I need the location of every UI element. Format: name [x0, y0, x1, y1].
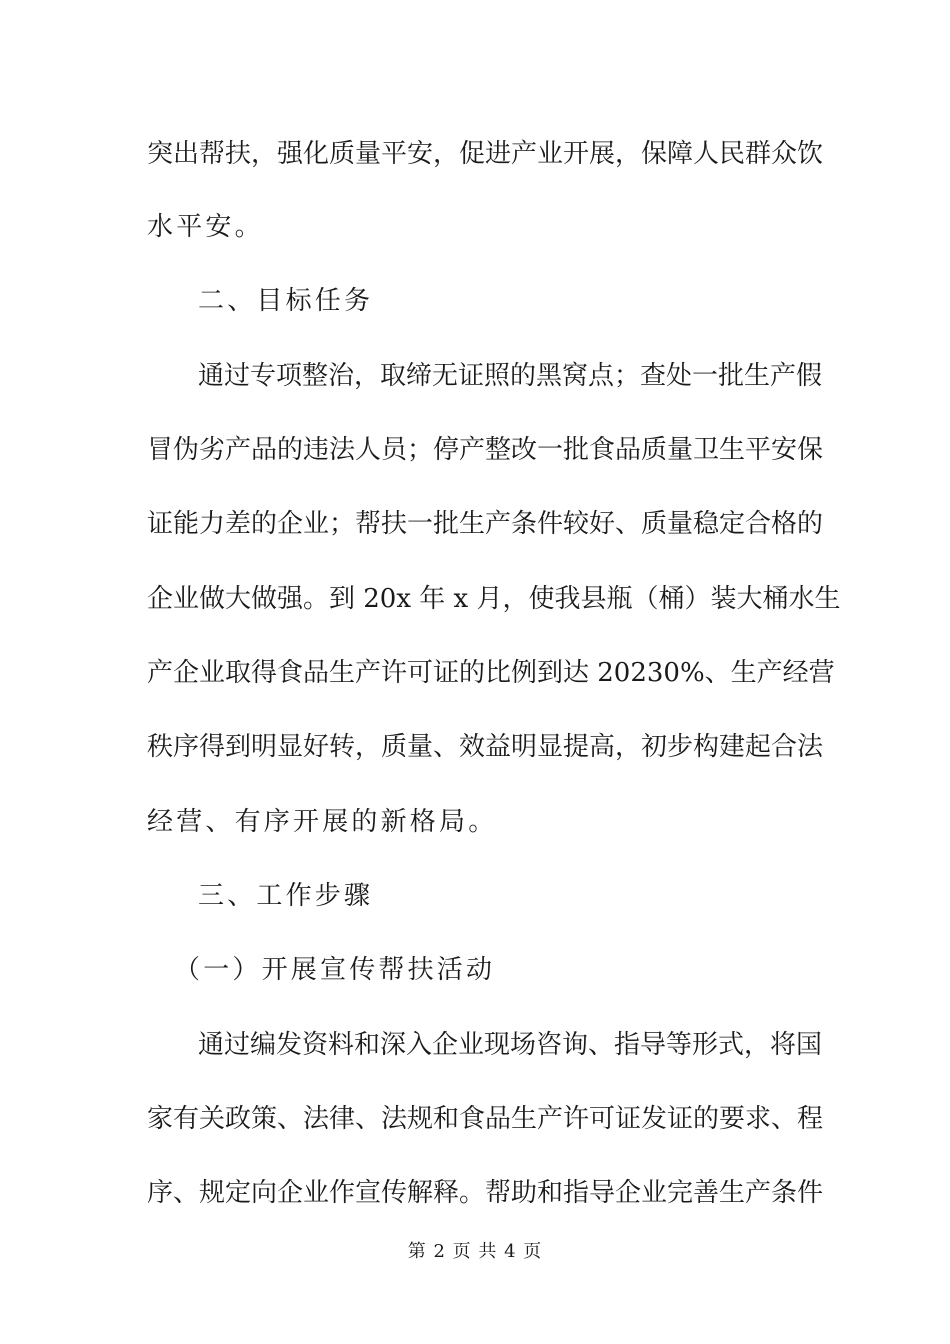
page-number-footer: 第 2 页 共 4 页 — [407, 1241, 543, 1262]
subsection-heading: （一）开展宣传帮扶活动 — [174, 955, 496, 985]
paragraph-line: 通过编发资料和深入企业现场咨询、指导等形式，将国 — [198, 1030, 823, 1060]
paragraph-line: 秩序得到明显好转，质量、效益明显提高，初步构建起合法 — [147, 732, 824, 762]
paragraph-line: 水平安。 — [147, 212, 264, 242]
paragraph-line: 经营、有序开展的新格局。 — [147, 807, 498, 837]
paragraph-line: 冒伪劣产品的违法人员；停产整改一批食品质量卫生平安保 — [147, 435, 824, 465]
paragraph-line: 产企业取得食品生产许可证的比例到达 20230%、生产经营 — [147, 658, 835, 688]
paragraph-line: 企业做大做强。到 20x 年 x 月，使我县瓶（桶）装大桶水生 — [147, 584, 841, 614]
section-heading: 三、工作步骤 — [198, 881, 374, 911]
paragraph-line: 家有关政策、法律、法规和食品生产许可证发证的要求、程 — [147, 1104, 824, 1134]
paragraph-line: 序、规定向企业作宣传解释。帮助和指导企业完善生产条件 — [147, 1178, 824, 1208]
paragraph-line: 突出帮扶，强化质量平安，促进产业开展，保障人民群众饮 — [147, 139, 824, 169]
section-heading: 二、目标任务 — [198, 286, 374, 316]
paragraph-line: 通过专项整治，取缔无证照的黑窝点；查处一批生产假 — [198, 361, 823, 391]
paragraph-line: 证能力差的企业；帮扶一批生产条件较好、质量稳定合格的 — [147, 509, 824, 539]
